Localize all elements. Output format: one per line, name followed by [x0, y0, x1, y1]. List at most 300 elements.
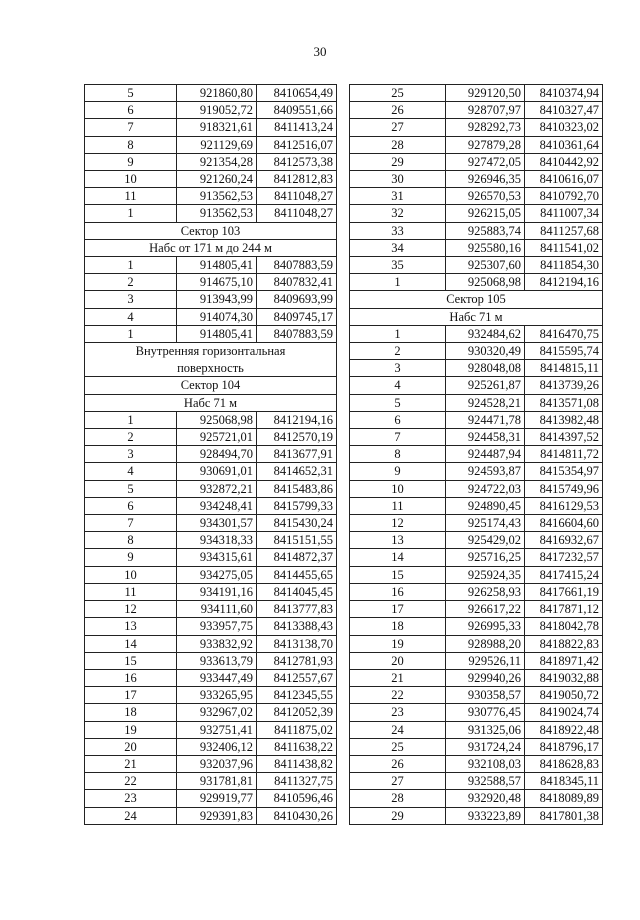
coordinate-y: 8412194,16 — [525, 274, 603, 291]
coordinate-y: 8415354,97 — [525, 463, 603, 480]
coordinate-row — [85, 480, 337, 497]
coordinate-x: 925716,25 — [446, 549, 525, 566]
coordinate-x: 934275,05 — [177, 566, 257, 583]
coordinate-x: 933223,89 — [446, 807, 525, 824]
coordinate-row — [350, 153, 603, 170]
coordinate-y: 8410442,92 — [525, 153, 603, 170]
coordinate-x: 926617,22 — [446, 601, 525, 618]
coordinate-y: 8416129,53 — [525, 497, 603, 514]
coordinate-y: 8415151,55 — [257, 532, 337, 549]
coordinate-x: 926946,35 — [446, 171, 525, 188]
coordinate-y: 8410792,70 — [525, 188, 603, 205]
point-number: 23 — [350, 704, 446, 721]
surface-heading-row — [85, 360, 337, 377]
coordinate-x: 925068,98 — [446, 274, 525, 291]
point-number: 14 — [350, 549, 446, 566]
coordinate-x: 934111,60 — [177, 601, 257, 618]
coordinate-y: 8417661,19 — [525, 583, 603, 600]
coordinate-row — [85, 188, 337, 205]
point-number: 5 — [350, 394, 446, 411]
coordinate-row — [85, 669, 337, 686]
point-number: 19 — [85, 721, 177, 738]
coordinate-x: 914805,41 — [177, 257, 257, 274]
coordinate-row — [350, 429, 603, 446]
coordinate-x: 928048,08 — [446, 360, 525, 377]
coordinate-y: 8418796,17 — [525, 738, 603, 755]
coordinate-x: 929391,83 — [177, 807, 257, 824]
point-number: 5 — [85, 85, 177, 102]
point-number: 22 — [350, 687, 446, 704]
coordinate-y: 8413677,91 — [257, 446, 337, 463]
point-number: 10 — [350, 480, 446, 497]
coordinate-x: 928707,97 — [446, 102, 525, 119]
coordinate-y: 8411327,75 — [257, 773, 337, 790]
point-number: 6 — [85, 497, 177, 514]
point-number: 13 — [85, 618, 177, 635]
point-number: 33 — [350, 222, 446, 239]
coordinate-y: 8415749,96 — [525, 480, 603, 497]
coordinate-row — [350, 652, 603, 669]
point-number: 17 — [85, 687, 177, 704]
coordinate-y: 8412573,38 — [257, 153, 337, 170]
point-number: 27 — [350, 119, 446, 136]
coordinate-y: 8411875,02 — [257, 721, 337, 738]
coordinate-row — [85, 102, 337, 119]
coordinate-y: 8415799,33 — [257, 497, 337, 514]
surface-heading-row — [85, 343, 337, 360]
coordinate-x: 924458,31 — [446, 429, 525, 446]
coordinate-y: 8419032,88 — [525, 669, 603, 686]
point-number: 15 — [350, 566, 446, 583]
coordinate-row — [350, 222, 603, 239]
coordinate-y: 8411048,27 — [257, 205, 337, 222]
point-number: 29 — [350, 807, 446, 824]
coordinate-y: 8418922,48 — [525, 721, 603, 738]
coordinate-y: 8411413,24 — [257, 119, 337, 136]
coordinate-y: 8410654,49 — [257, 85, 337, 102]
coordinate-y: 8411438,82 — [257, 755, 337, 772]
coordinate-row — [85, 618, 337, 635]
coordinate-y: 8411257,68 — [525, 222, 603, 239]
point-number: 3 — [85, 446, 177, 463]
coordinate-y: 8412812,83 — [257, 171, 337, 188]
point-number: 7 — [350, 429, 446, 446]
coordinate-x: 930776,45 — [446, 704, 525, 721]
coordinate-x: 928494,70 — [177, 446, 257, 463]
coordinate-y: 8411048,27 — [257, 188, 337, 205]
coordinate-row — [350, 618, 603, 635]
point-number: 4 — [85, 463, 177, 480]
point-number: 28 — [350, 790, 446, 807]
coordinate-x: 933832,92 — [177, 635, 257, 652]
point-number: 9 — [85, 549, 177, 566]
coordinate-y: 8412516,07 — [257, 136, 337, 153]
coordinate-row — [350, 601, 603, 618]
point-number: 1 — [350, 325, 446, 342]
coordinate-y: 8418628,83 — [525, 755, 603, 772]
coordinate-row — [85, 274, 337, 291]
coordinate-x: 928988,20 — [446, 635, 525, 652]
coordinate-x: 919052,72 — [177, 102, 257, 119]
coordinate-y: 8410430,26 — [257, 807, 337, 824]
coordinate-row — [350, 773, 603, 790]
coordinate-x: 927472,05 — [446, 153, 525, 170]
coordinate-row — [85, 601, 337, 618]
coordinate-x: 933447,49 — [177, 669, 257, 686]
coordinate-x: 932484,62 — [446, 325, 525, 342]
point-number: 18 — [350, 618, 446, 635]
coordinate-y: 8407883,59 — [257, 325, 337, 342]
coordinate-row — [350, 394, 603, 411]
coordinate-y: 8412194,16 — [257, 411, 337, 428]
coordinate-y: 8419024,74 — [525, 704, 603, 721]
coordinate-y: 8411007,34 — [525, 205, 603, 222]
coordinate-row — [350, 463, 603, 480]
coordinate-row — [350, 480, 603, 497]
coordinate-y: 8416604,60 — [525, 515, 603, 532]
coordinate-y: 8418042,78 — [525, 618, 603, 635]
point-number: 7 — [85, 119, 177, 136]
coordinate-x: 934248,41 — [177, 497, 257, 514]
coordinate-x: 921354,28 — [177, 153, 257, 170]
coordinate-x: 932872,21 — [177, 480, 257, 497]
coordinate-row — [350, 257, 603, 274]
section-heading-row — [85, 239, 337, 256]
surface-heading-line1: Внутренняя горизонтальная — [85, 343, 337, 360]
coordinate-y: 8415483,86 — [257, 480, 337, 497]
coordinate-x: 924487,94 — [446, 446, 525, 463]
coordinate-row — [350, 102, 603, 119]
coordinate-x: 926215,05 — [446, 205, 525, 222]
coordinate-y: 8413388,43 — [257, 618, 337, 635]
coordinate-y: 8414872,37 — [257, 549, 337, 566]
surface-heading-line2: поверхность — [85, 360, 337, 377]
coordinate-x: 930691,01 — [177, 463, 257, 480]
coordinate-y: 8411854,30 — [525, 257, 603, 274]
coordinate-x: 913562,53 — [177, 188, 257, 205]
coordinate-x: 934315,61 — [177, 549, 257, 566]
coordinate-x: 932108,03 — [446, 755, 525, 772]
coordinate-x: 933957,75 — [177, 618, 257, 635]
coordinate-row — [85, 205, 337, 222]
coordinate-x: 925580,16 — [446, 239, 525, 256]
coordinate-row — [85, 583, 337, 600]
point-number: 19 — [350, 635, 446, 652]
coordinate-x: 927879,28 — [446, 136, 525, 153]
point-number: 12 — [85, 601, 177, 618]
coordinate-x: 932751,41 — [177, 721, 257, 738]
coordinate-row — [350, 497, 603, 514]
coordinate-row — [85, 325, 337, 342]
coordinate-x: 914805,41 — [177, 325, 257, 342]
point-number: 2 — [85, 274, 177, 291]
point-number: 15 — [85, 652, 177, 669]
coordinate-x: 924890,45 — [446, 497, 525, 514]
point-number: 10 — [85, 566, 177, 583]
page-number: 30 — [313, 44, 327, 59]
coordinate-row — [350, 325, 603, 342]
point-number: 24 — [85, 807, 177, 824]
coordinate-y: 8410327,47 — [525, 102, 603, 119]
coordinate-row — [85, 85, 337, 102]
point-number: 4 — [85, 308, 177, 325]
point-number: 2 — [350, 343, 446, 360]
coordinate-x: 924471,78 — [446, 411, 525, 428]
coordinate-y: 8413739,26 — [525, 377, 603, 394]
coordinate-y: 8413138,70 — [257, 635, 337, 652]
coordinate-row — [85, 549, 337, 566]
coordinate-row — [85, 704, 337, 721]
coordinate-x: 925721,01 — [177, 429, 257, 446]
coordinate-y: 8413982,48 — [525, 411, 603, 428]
section-heading: Сектор 103 — [85, 222, 337, 239]
coordinate-row — [350, 171, 603, 188]
coordinate-y: 8417232,57 — [525, 549, 603, 566]
coordinates-table-left — [84, 84, 337, 825]
coordinate-row — [350, 343, 603, 360]
point-number: 18 — [85, 704, 177, 721]
point-number: 27 — [350, 773, 446, 790]
coordinate-x: 925307,60 — [446, 257, 525, 274]
coordinate-y: 8414815,11 — [525, 360, 603, 377]
point-number: 35 — [350, 257, 446, 274]
point-number: 12 — [350, 515, 446, 532]
coordinate-row — [350, 411, 603, 428]
coordinate-row — [85, 411, 337, 428]
coordinate-x: 932037,96 — [177, 755, 257, 772]
coordinate-row — [85, 755, 337, 772]
point-number: 8 — [350, 446, 446, 463]
coordinate-y: 8418822,83 — [525, 635, 603, 652]
coordinate-row — [350, 274, 603, 291]
point-number: 11 — [85, 583, 177, 600]
section-heading-row — [350, 291, 603, 308]
coordinate-y: 8407883,59 — [257, 257, 337, 274]
point-number: 31 — [350, 188, 446, 205]
coordinate-y: 8416470,75 — [525, 325, 603, 342]
coordinate-x: 926995,33 — [446, 618, 525, 635]
point-number: 11 — [85, 188, 177, 205]
coordinate-y: 8412345,55 — [257, 687, 337, 704]
coordinate-y: 8410596,46 — [257, 790, 337, 807]
coordinate-row — [85, 807, 337, 824]
section-heading: Набс 71 м — [85, 394, 337, 411]
section-heading-row — [85, 377, 337, 394]
point-number: 9 — [350, 463, 446, 480]
point-number: 20 — [350, 652, 446, 669]
point-number: 29 — [350, 153, 446, 170]
coordinate-x: 931724,24 — [446, 738, 525, 755]
point-number: 23 — [85, 790, 177, 807]
point-number: 9 — [85, 153, 177, 170]
coordinate-row — [85, 738, 337, 755]
coordinate-x: 914675,10 — [177, 274, 257, 291]
coordinate-x: 921129,69 — [177, 136, 257, 153]
coordinate-y: 8412781,93 — [257, 652, 337, 669]
coordinate-x: 928292,73 — [446, 119, 525, 136]
coordinate-row — [350, 566, 603, 583]
coordinate-y: 8415430,24 — [257, 515, 337, 532]
coordinate-y: 8418971,42 — [525, 652, 603, 669]
coordinate-x: 925883,74 — [446, 222, 525, 239]
coordinates-table-right — [349, 84, 603, 825]
coordinate-x: 929526,11 — [446, 652, 525, 669]
coordinate-row — [85, 790, 337, 807]
coordinate-x: 924722,03 — [446, 480, 525, 497]
point-number: 25 — [350, 738, 446, 755]
coordinate-y: 8418089,89 — [525, 790, 603, 807]
coordinate-x: 932920,48 — [446, 790, 525, 807]
point-number: 1 — [85, 257, 177, 274]
coordinate-y: 8413571,08 — [525, 394, 603, 411]
coordinate-x: 926570,53 — [446, 188, 525, 205]
coordinate-y: 8413777,83 — [257, 601, 337, 618]
point-number: 3 — [85, 291, 177, 308]
section-heading: Набс 71 м — [350, 308, 603, 325]
coordinate-row — [85, 153, 337, 170]
point-number: 24 — [350, 721, 446, 738]
coordinate-y: 8414652,31 — [257, 463, 337, 480]
coordinate-x: 934318,33 — [177, 532, 257, 549]
coordinate-row — [350, 738, 603, 755]
coordinate-row — [85, 497, 337, 514]
coordinate-y: 8411541,02 — [525, 239, 603, 256]
coordinate-row — [85, 721, 337, 738]
point-number: 3 — [350, 360, 446, 377]
coordinate-x: 929919,77 — [177, 790, 257, 807]
point-number: 26 — [350, 755, 446, 772]
point-number: 13 — [350, 532, 446, 549]
coordinate-row — [85, 515, 337, 532]
coordinate-row — [85, 635, 337, 652]
coordinate-row — [350, 687, 603, 704]
coordinate-row — [350, 85, 603, 102]
coordinate-y: 8407832,41 — [257, 274, 337, 291]
coordinate-row — [350, 755, 603, 772]
coordinate-y: 8410374,94 — [525, 85, 603, 102]
coordinate-x: 913943,99 — [177, 291, 257, 308]
coordinate-y: 8414397,52 — [525, 429, 603, 446]
coordinate-row — [85, 463, 337, 480]
point-number: 11 — [350, 497, 446, 514]
coordinate-y: 8412557,67 — [257, 669, 337, 686]
coordinate-y: 8412570,19 — [257, 429, 337, 446]
coordinate-y: 8417415,24 — [525, 566, 603, 583]
section-heading-row — [350, 308, 603, 325]
coordinate-y: 8411638,22 — [257, 738, 337, 755]
coordinate-y: 8409745,17 — [257, 308, 337, 325]
coordinate-x: 930320,49 — [446, 343, 525, 360]
point-number: 8 — [85, 532, 177, 549]
coordinate-x: 925261,87 — [446, 377, 525, 394]
coordinate-row — [350, 119, 603, 136]
point-number: 6 — [350, 411, 446, 428]
coordinate-x: 921860,80 — [177, 85, 257, 102]
coordinate-x: 931325,06 — [446, 721, 525, 738]
coordinate-y: 8409693,99 — [257, 291, 337, 308]
point-number: 1 — [85, 205, 177, 222]
coordinate-x: 925429,02 — [446, 532, 525, 549]
point-number: 17 — [350, 601, 446, 618]
coordinate-x: 932967,02 — [177, 704, 257, 721]
coordinate-y: 8410361,64 — [525, 136, 603, 153]
coordinate-x: 924528,21 — [446, 394, 525, 411]
coordinate-row — [85, 773, 337, 790]
coordinate-y: 8414455,65 — [257, 566, 337, 583]
coordinate-row — [350, 446, 603, 463]
coordinate-row — [85, 119, 337, 136]
coordinate-row — [350, 515, 603, 532]
point-number: 32 — [350, 205, 446, 222]
coordinate-y: 8417871,12 — [525, 601, 603, 618]
coordinate-row — [350, 360, 603, 377]
point-number: 34 — [350, 239, 446, 256]
coordinate-x: 925174,43 — [446, 515, 525, 532]
coordinate-y: 8417801,38 — [525, 807, 603, 824]
point-number: 28 — [350, 136, 446, 153]
point-number: 1 — [85, 325, 177, 342]
coordinate-row — [350, 532, 603, 549]
coordinate-x: 918321,61 — [177, 119, 257, 136]
point-number: 7 — [85, 515, 177, 532]
coordinate-row — [350, 239, 603, 256]
coordinate-y: 8415595,74 — [525, 343, 603, 360]
coordinate-y: 8416932,67 — [525, 532, 603, 549]
coordinate-row — [350, 669, 603, 686]
point-number: 16 — [85, 669, 177, 686]
coordinate-row — [85, 687, 337, 704]
section-heading-row — [85, 394, 337, 411]
point-number: 1 — [350, 274, 446, 291]
coordinate-row — [85, 429, 337, 446]
coordinate-row — [350, 721, 603, 738]
coordinate-y: 8410323,02 — [525, 119, 603, 136]
coordinate-row — [350, 205, 603, 222]
point-number: 21 — [85, 755, 177, 772]
coordinate-row — [350, 807, 603, 824]
coordinate-x: 925924,35 — [446, 566, 525, 583]
coordinate-x: 932406,12 — [177, 738, 257, 755]
coordinate-y: 8412052,39 — [257, 704, 337, 721]
point-number: 14 — [85, 635, 177, 652]
point-number: 8 — [85, 136, 177, 153]
coordinate-x: 921260,24 — [177, 171, 257, 188]
section-heading: Набс от 171 м до 244 м — [85, 239, 337, 256]
coordinate-row — [85, 291, 337, 308]
coordinate-x: 933265,95 — [177, 687, 257, 704]
coordinate-row — [85, 308, 337, 325]
coordinate-row — [350, 188, 603, 205]
coordinate-x: 913562,53 — [177, 205, 257, 222]
coordinate-row — [350, 136, 603, 153]
coordinate-row — [85, 532, 337, 549]
coordinate-x: 914074,30 — [177, 308, 257, 325]
point-number: 26 — [350, 102, 446, 119]
coordinate-y: 8409551,66 — [257, 102, 337, 119]
coordinate-row — [85, 652, 337, 669]
point-number: 22 — [85, 773, 177, 790]
coordinate-x: 933613,79 — [177, 652, 257, 669]
coordinate-row — [85, 566, 337, 583]
coordinate-y: 8414045,45 — [257, 583, 337, 600]
coordinate-y: 8414811,72 — [525, 446, 603, 463]
point-number: 30 — [350, 171, 446, 188]
coordinate-y: 8419050,72 — [525, 687, 603, 704]
coordinate-x: 934301,57 — [177, 515, 257, 532]
point-number: 20 — [85, 738, 177, 755]
coordinate-y: 8418345,11 — [525, 773, 603, 790]
coordinate-x: 932588,57 — [446, 773, 525, 790]
